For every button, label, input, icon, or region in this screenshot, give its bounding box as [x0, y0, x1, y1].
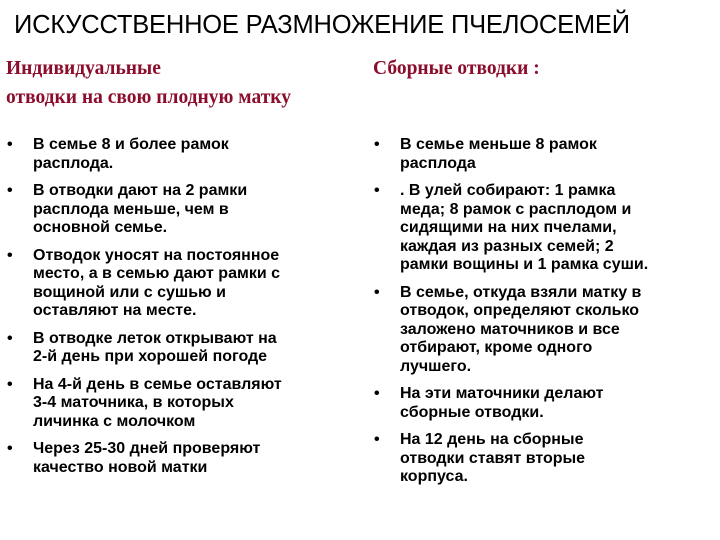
- bullet-icon: •: [7, 136, 13, 153]
- bullet-text: В отводки дают на 2 рамки расплода меньше, чем в основной семье.: [33, 182, 248, 236]
- left-bullet-list: [6, 136, 282, 486]
- bullet-text: На 4-й день в семье оставляют 3-4 маточника, в которых личинка с молочком: [33, 375, 282, 430]
- left-heading-line-2: отводки на свою плодную матку: [6, 87, 291, 108]
- list-item: [373, 182, 648, 275]
- bullet-icon: •: [7, 246, 13, 264]
- slide-title: ИСКУССТВЕННОЕ РАЗМНОЖЕНИЕ ПЧЕЛОСЕМЕЙ: [14, 11, 630, 39]
- left-column-heading: [6, 54, 356, 112]
- bullet-icon: •: [374, 385, 380, 402]
- bullet-text: В семье, откуда взяли матку в отводок, определяют сколько заложено маточников и все отбирают, кроме одного лучшего.: [400, 283, 642, 375]
- bullet-icon: •: [374, 182, 380, 199]
- right-heading-line: Сборные отводки :: [373, 58, 540, 79]
- list-item: [373, 284, 648, 377]
- bullet-icon: •: [374, 283, 380, 301]
- list-item: [6, 376, 282, 432]
- list-item: [6, 182, 282, 238]
- list-item: [373, 136, 648, 173]
- bullet-text: Через 25-30 дней проверяют качество новой матки: [33, 440, 261, 476]
- bullet-icon: •: [374, 431, 380, 448]
- right-bullet-list: [373, 136, 648, 496]
- list-item: [6, 440, 282, 477]
- bullet-icon: •: [7, 329, 13, 347]
- left-column: [6, 54, 356, 476]
- bullet-icon: •: [374, 136, 380, 153]
- bullet-icon: •: [7, 375, 13, 393]
- bullet-icon: •: [7, 440, 13, 457]
- list-item: [373, 431, 648, 487]
- list-item: [373, 385, 648, 422]
- bullet-text: Отводок уносят на постоянное место, а в семью дают рамки с вощиной или с сушью и оставляют на месте.: [33, 246, 280, 319]
- bullet-text: На эти маточники делают сборные отводки.: [400, 385, 604, 421]
- left-heading-line-1: Индивидуальные: [6, 58, 161, 79]
- bullet-text: На 12 день на сборные отводки ставят вторые корпуса.: [400, 431, 586, 485]
- bullet-text: В семье меньше 8 рамок расплода: [400, 136, 597, 172]
- list-item: [6, 136, 282, 173]
- bullet-text: В семье 8 и более рамок расплода.: [33, 136, 229, 172]
- list-item: [6, 247, 282, 321]
- bullet-text: . В улей собирают: 1 рамка меда; 8 рамок с расплодом и сидящими на них пчелами, каждая из разных семей; 2 рамки вощины и 1 рамка суши.: [400, 182, 649, 273]
- right-column: [373, 54, 715, 485]
- right-column-heading: [373, 54, 715, 83]
- list-item: [6, 330, 282, 367]
- bullet-text: В отводке леток открывают на 2-й день при хорошей погоде: [33, 329, 277, 365]
- bullet-icon: •: [7, 182, 13, 199]
